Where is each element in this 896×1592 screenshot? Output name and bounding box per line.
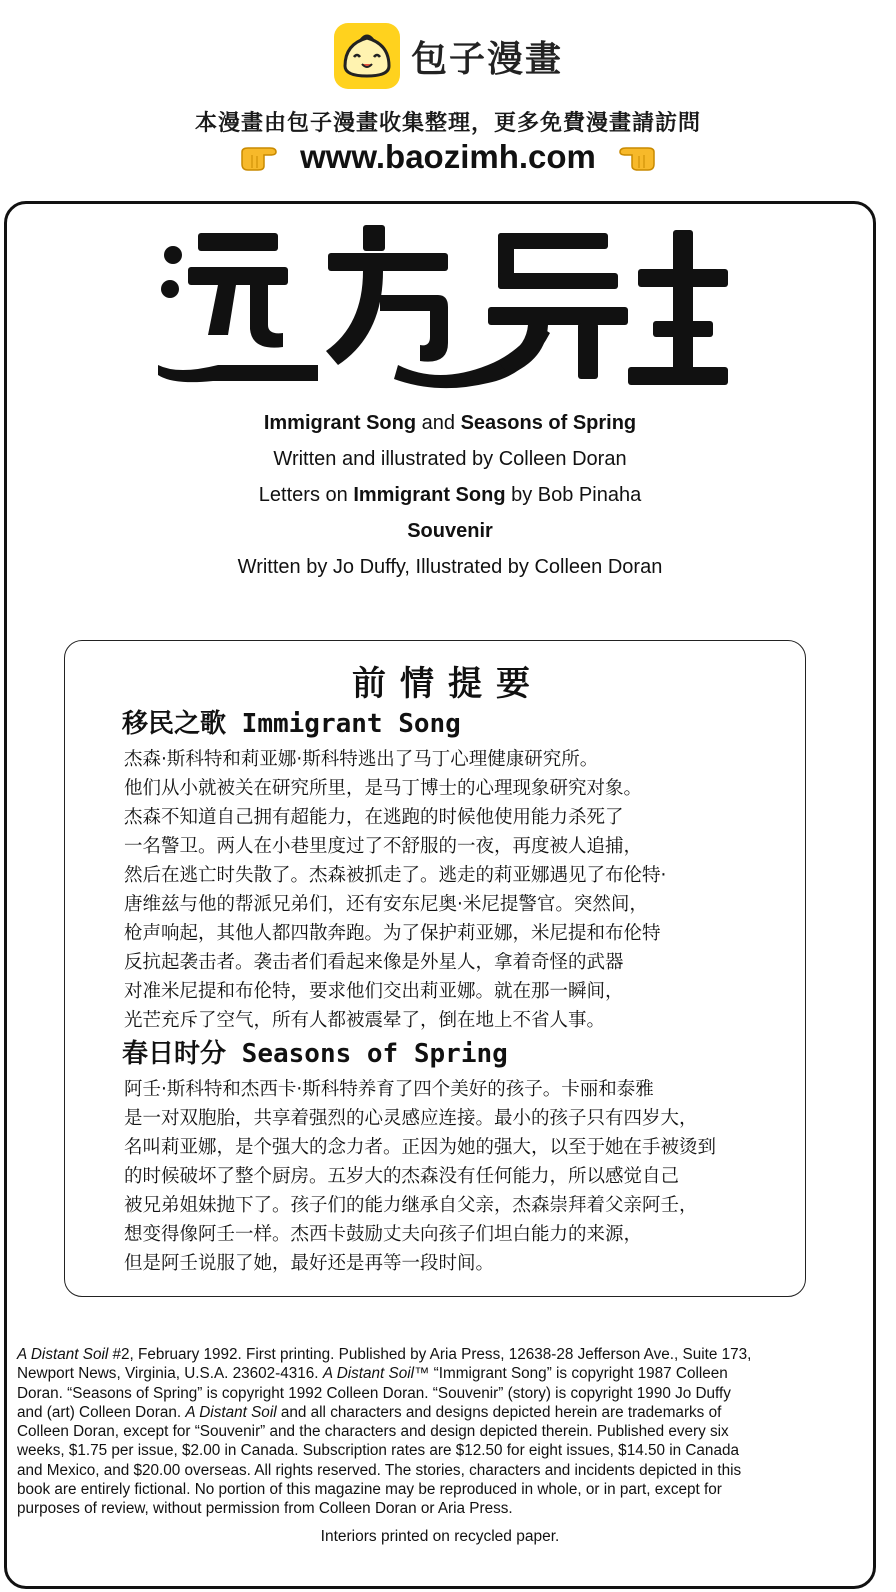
section-heading-seasons-of-spring: 春日时分 Seasons of Spring (122, 1039, 508, 1069)
text-line: 但是阿壬说服了她，最好还是再等一段时间。 (124, 1253, 495, 1274)
text-line: 杰森不知道自己拥有超能力，在逃跑的时候他使用能力杀死了 (124, 807, 624, 828)
text-line: 他们从小就被关在研究所里，是马丁博士的心理现象研究对象。 (124, 778, 643, 799)
legal-line: purposes of review, without permission from Colleen Doran or Aria Press. (17, 1500, 513, 1518)
credits-block (40, 405, 860, 585)
text-line: 然后在逃亡时失散了。杰森被抓走了。逃走的莉亚娜遇见了布伦特· (124, 865, 667, 886)
text-line: 光芒充斥了空气，所有人都被震晕了，倒在地上不省人事。 (124, 1010, 606, 1031)
text-line: 的时候破坏了整个厨房。五岁大的杰森没有任何能力，所以感觉自己 (124, 1166, 680, 1187)
section-text-immigrant-song (124, 745, 666, 1035)
section-heading-immigrant-song: 移民之歌 Immigrant Song (122, 709, 461, 739)
title-logo (158, 225, 728, 390)
text-line: 被兄弟姐妹抛下了。孩子们的能力继承自父亲，杰森崇拜着父亲阿壬， (124, 1195, 698, 1216)
credits-letters-line: Letters on Immigrant Song by Bob Pinaha (258, 484, 642, 506)
credits-souvenir-line: Written by Jo Duffy, Illustrated by Colleen Doran (237, 556, 663, 578)
bun-logo-icon (333, 22, 401, 90)
legal-line: Newport News, Virginia, U.S.A. 23602-4316. A Distant Soil™ “Immigrant Song” is copyright 1987 Colleen (17, 1365, 728, 1383)
pointing-hand-right-icon (240, 142, 284, 172)
recycled-paper-note: Interiors printed on recycled paper. (320, 1528, 560, 1545)
text-line: 杰森·斯科特和莉亚娜·斯科特逃出了马丁心理健康研究所。 (124, 749, 599, 770)
url-row (0, 138, 896, 176)
section-text-seasons-of-spring (124, 1075, 716, 1278)
text-line: 是一对双胞胎，共享着强烈的心灵感应连接。最小的孩子只有四岁大， (124, 1108, 698, 1129)
legal-notice (17, 1345, 865, 1519)
text-line: 枪声响起，其他人都四散奔跑。为了保护莉亚娜，米尼提和布伦特 (124, 923, 661, 944)
pointing-hand-left-icon (612, 142, 656, 172)
credits-writer-line: Written and illustrated by Colleen Doran (273, 448, 627, 470)
text-line: 一名警卫。两人在小巷里度过了不舒服的一夜，再度被人追捕， (124, 836, 643, 857)
legal-line: weeks, $1.75 per issue, $2.00 in Canada. Subscription rates are $12.50 for eight issues, $14.50 in Canada (17, 1442, 739, 1460)
site-url[interactable]: www.baozimh.com (300, 138, 596, 175)
text-line: 唐维兹与他的帮派兄弟们，还有安东尼奥·米尼提警官。突然间， (124, 894, 648, 915)
legal-line: and Mexico, and $20.00 overseas. All rights reserved. The stories, characters and incidents depicted in this (17, 1461, 742, 1479)
legal-line: and (art) Colleen Doran. A Distant Soil and all characters and designs depicted herein are trademarks of (17, 1403, 722, 1421)
text-line: 名叫莉亚娜，是个强大的念力者。正因为她的强大，以至于她在手被烫到 (124, 1137, 717, 1158)
brand-name: 包子漫畫 (410, 38, 563, 80)
text-line: 想变得像阿壬一样。杰西卡鼓励丈夫向孩子们坦白能力的来源， (124, 1224, 643, 1245)
brand-row[interactable] (0, 22, 896, 90)
legal-line: Doran. “Seasons of Spring” is copyright 1992 Colleen Doran. “Souvenir” (story) is copyright 1990 Jo Duffy (17, 1384, 731, 1402)
synopsis-title: 前情提要 (352, 664, 544, 704)
legal-line: A Distant Soil #2, February 1992. First printing. Published by Aria Press, 12638-28 Jefferson Ave., Suite 173, (17, 1346, 752, 1363)
credits-titles-line: Immigrant Song and Seasons of Spring (263, 412, 637, 434)
legal-line: book are entirely fictional. No portion of this magazine may be reproduced in whole, or in part, except for (17, 1481, 722, 1499)
promo-text: 本漫畫由包子漫畫收集整理，更多免費漫畫請訪問 (194, 111, 701, 136)
text-line: 阿壬·斯科特和杰西卡·斯科特养育了四个美好的孩子。卡丽和泰雅 (124, 1079, 654, 1100)
site-banner (0, 0, 896, 190)
credits-souvenir-title: Souvenir (407, 520, 493, 542)
text-line: 反抗起袭击者。袭击者们看起来像是外星人，拿着奇怪的武器 (124, 952, 624, 973)
text-line: 对准米尼提和布伦特，要求他们交出莉亚娜。就在那一瞬间， (124, 981, 624, 1002)
legal-line: Colleen Doran, except for “Souvenir” and the characters and design depicted therein. Published every six (17, 1423, 729, 1441)
